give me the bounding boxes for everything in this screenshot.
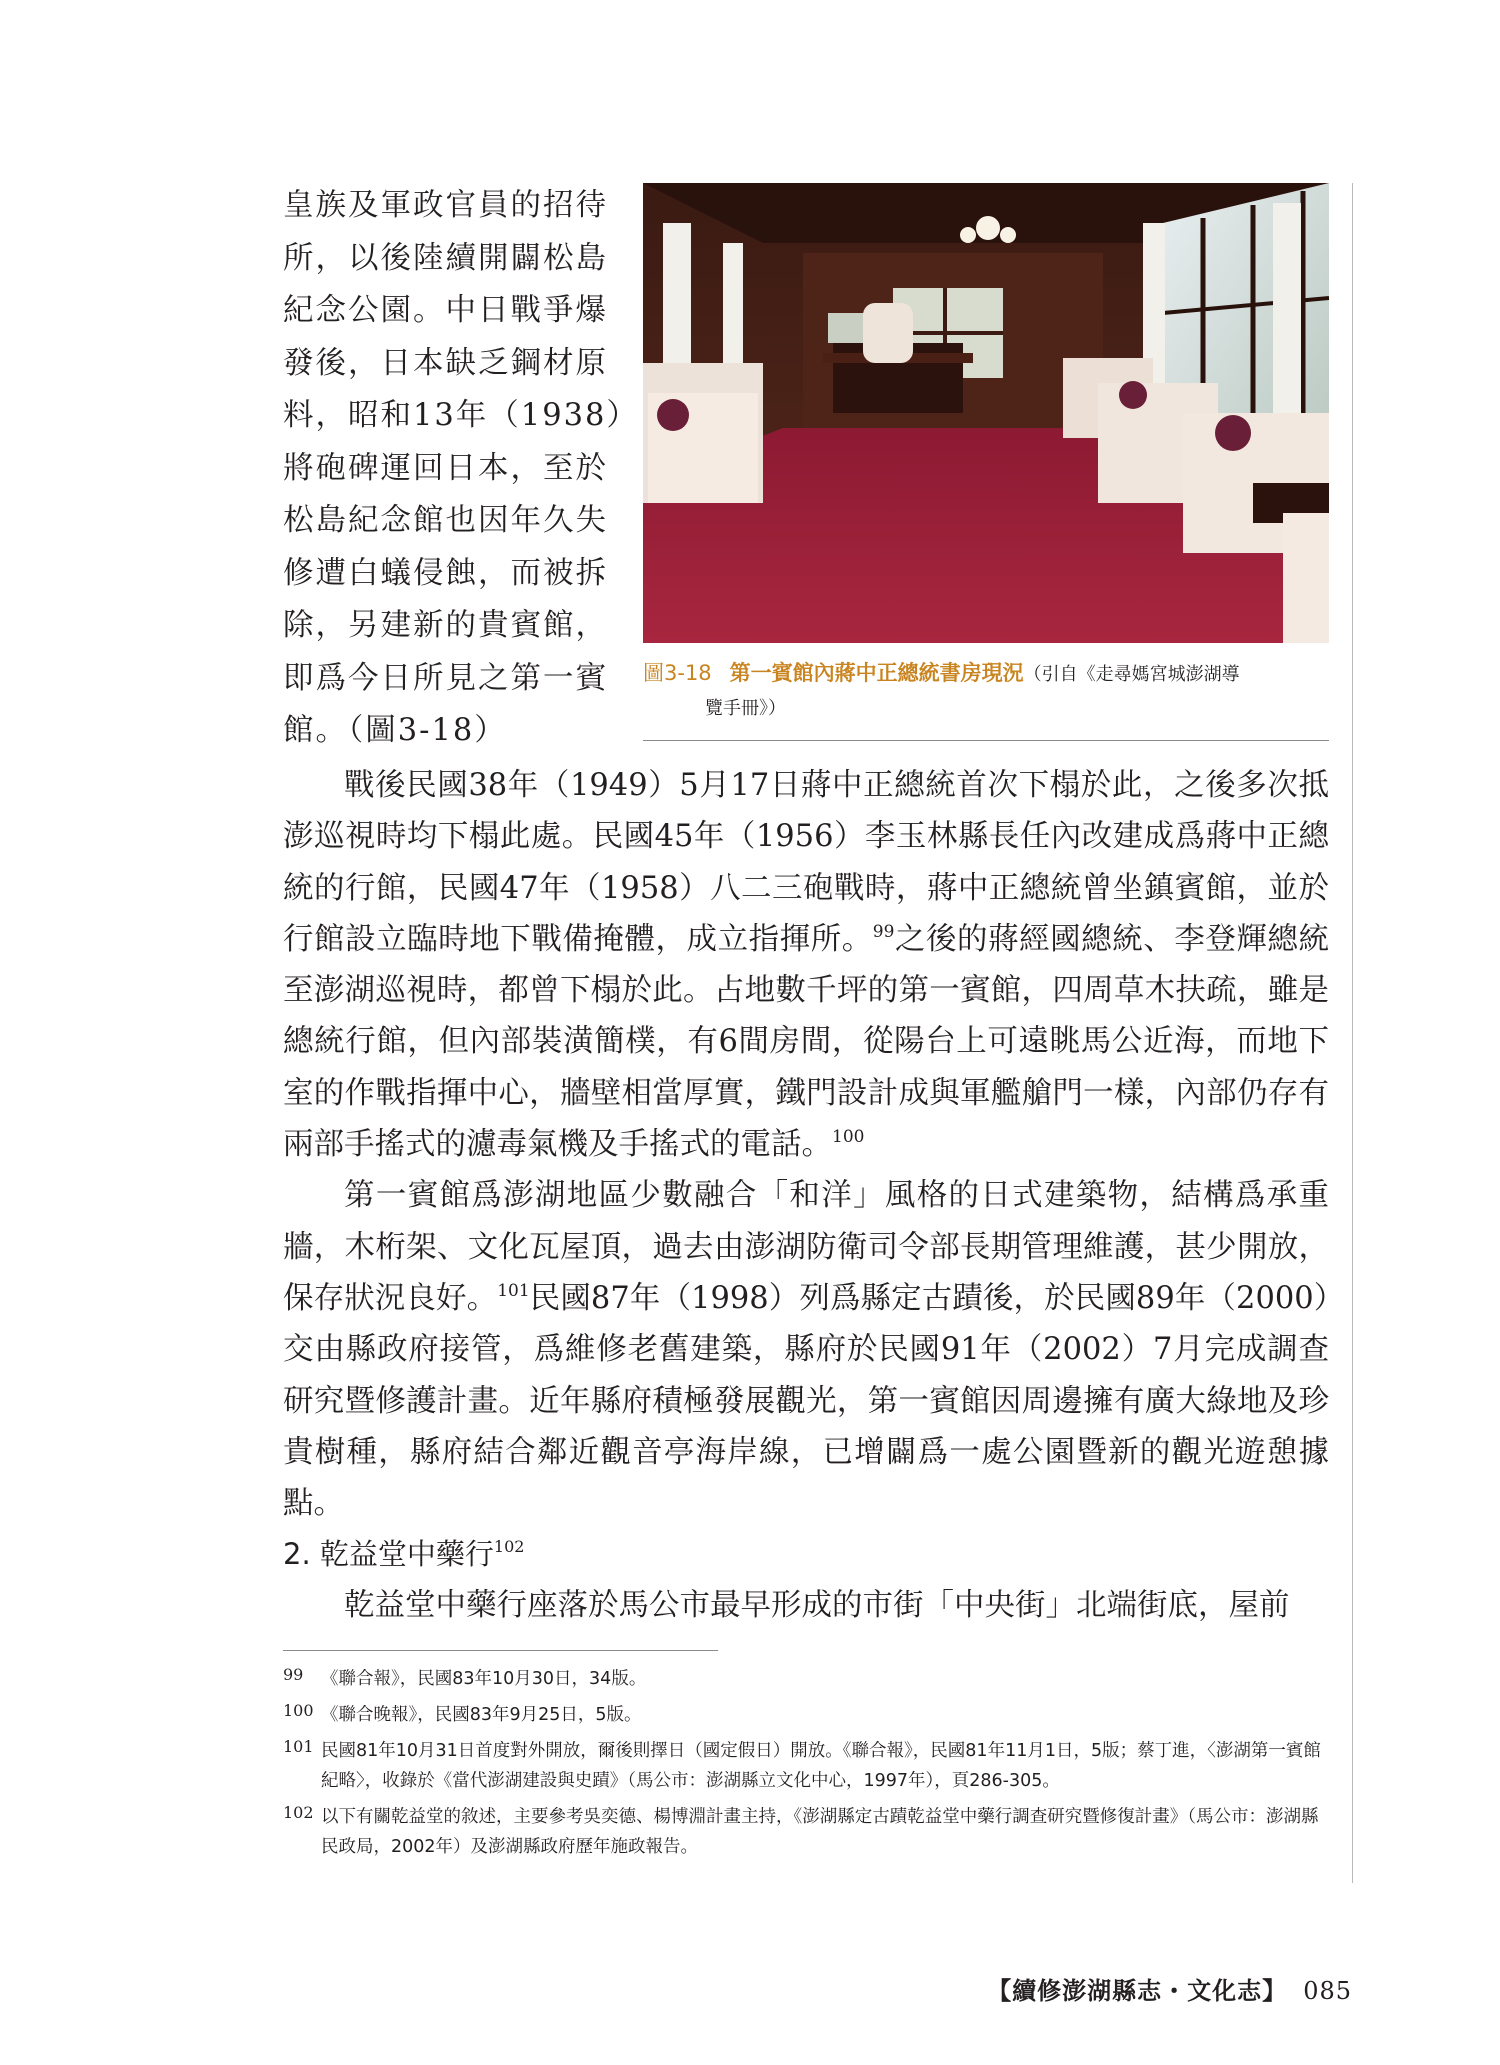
margin-rule [1352,183,1353,1883]
intro-line: 所，以後陸續開闢松島 [283,240,608,276]
main-text [283,760,1329,1632]
figure-title: 第一賓館內蔣中正總統書房現況 [729,661,1024,685]
footnote-text: 民國81年10月31日首度對外開放，爾後則擇日（國定假日）開放。《聯合報》，民國81年11月1日，5版；蔡丁進，〈澎湖第一賓館紀略〉，收錄於《當代澎湖建設與史蹟》（馬公市：澎湖縣立文化中心，1997年），頁286-305。 [321,1741,1321,1791]
intro-line: 修遭白蟻侵蝕，而被拆 [283,555,608,591]
intro-line: 將砲碑運回日本，至於 [283,450,608,486]
intro-line: 即爲今日所見之第一賓 [283,660,608,696]
footnote [283,1664,1329,1694]
footnote-ref[interactable]: 101 [497,1280,530,1301]
footnote-ref[interactable]: 99 [872,921,895,942]
intro-column [283,180,639,758]
intro-line: 松島紀念館也因年久失 [283,503,608,538]
intro-line: 除，另建新的貴賓館， [283,608,608,643]
footnote-text: 以下有關乾益堂的敘述，主要參考吳奕德、楊博淵計畫主持，《澎湖縣定古蹟乾益堂中藥行調查研究暨修復計畫》（馬公市：澎湖縣民政局，2002年）及澎湖縣政府歷年施政報告。 [321,1807,1319,1857]
footnote-text: 《聯合晚報》，民國83年9月25日，5版。 [321,1705,642,1725]
footnote-number: 100 [283,1701,314,1720]
footnote-text: 《聯合報》，民國83年10月30日，34版。 [321,1669,647,1689]
intro-line: 皇族及軍政官員的招待 [283,188,608,223]
paragraph: 戰後民國38年（1949）5月17日蔣中正總統首次下榻於此，之後多次抵澎巡視時均下榻此處。民國45年（1956）李玉林縣長任內改建成爲蔣中正總統的行館，民國47年（1958）八二三砲戰時，蔣中正總統曾坐鎮賓館，並於行館設立臨時地下戰備掩體，成立指揮所。$^{99}$之後的蔣經國總統、李登輝總統至澎湖巡視時，都曾下榻於此。占地數千坪的第一賓館，四周草木扶疏，雖是總統行館，但內部裝潢簡樸，有6間房間，從陽台上可遠眺馬公近海，而地下室的作戰指揮中心，牆壁相當厚實，鐵門設計成與軍艦艙門一樣，內部仍存有兩部手搖式的濾毒氣機及手搖式的電話。$^{100}$ [283,768,1330,1163]
figure-source-cont: 覽手冊》） [705,698,786,719]
caption-rule [643,740,1329,741]
figure-source: （引自《走尋媽宮城澎湖導 [1023,664,1240,685]
footnote [283,1700,1329,1730]
footnote-number: 102 [283,1803,314,1822]
figure-caption [643,656,1329,726]
footnotes [283,1664,1329,1868]
footnote-number: 101 [283,1737,314,1756]
footnote-ref[interactable]: 100 [832,1127,865,1148]
footnote-rule [283,1650,718,1651]
intro-line: 館。（圖3-18） [283,713,507,748]
paragraph: 第一賓館爲澎湖地區少數融合「和洋」風格的日式建築物，結構爲承重牆，木桁架、文化瓦屋頂，過去由澎湖防衛司令部長期管理維護，甚少開放，保存狀況良好。$^{101}$民國87年（1998）列爲縣定古蹟後，於民國89年（2000）交由縣政府接管，爲維修老舊建築，縣府於民國91年（2002）7月完成調查研究暨修護計畫。近年縣府積極發展觀光，第一賓館因周邊擁有廣大綠地及珍貴樹種，縣府結合鄰近觀音亭海岸線，已增闢爲一處公園暨新的觀光遊憩據點。 [283,1178,1330,1522]
footnote-number: 99 [283,1665,304,1684]
footnote-ref[interactable]: 102 [493,1537,525,1557]
figure-label: 圖3-18 [643,661,712,685]
study-room-photo [643,183,1329,643]
footnote [283,1802,1329,1862]
footnote [283,1736,1329,1796]
page-number: 085 [1303,1977,1352,2005]
intro-line: 發後，日本缺乏鋼材原 [283,345,608,381]
running-footer [987,1971,1352,2006]
book-title: 【續修澎湖縣志・文化志】 [987,1976,1288,2005]
section-heading: 2. 乾益堂中藥行$^{102}$ [283,1537,525,1572]
intro-line: 料，昭和13年（1938） [283,398,639,433]
intro-line: 紀念公園。中日戰爭爆 [283,293,608,328]
paragraph: 乾益堂中藥行座落於馬公市最早形成的市街「中央街」北端街底，屋前 [344,1588,1290,1624]
